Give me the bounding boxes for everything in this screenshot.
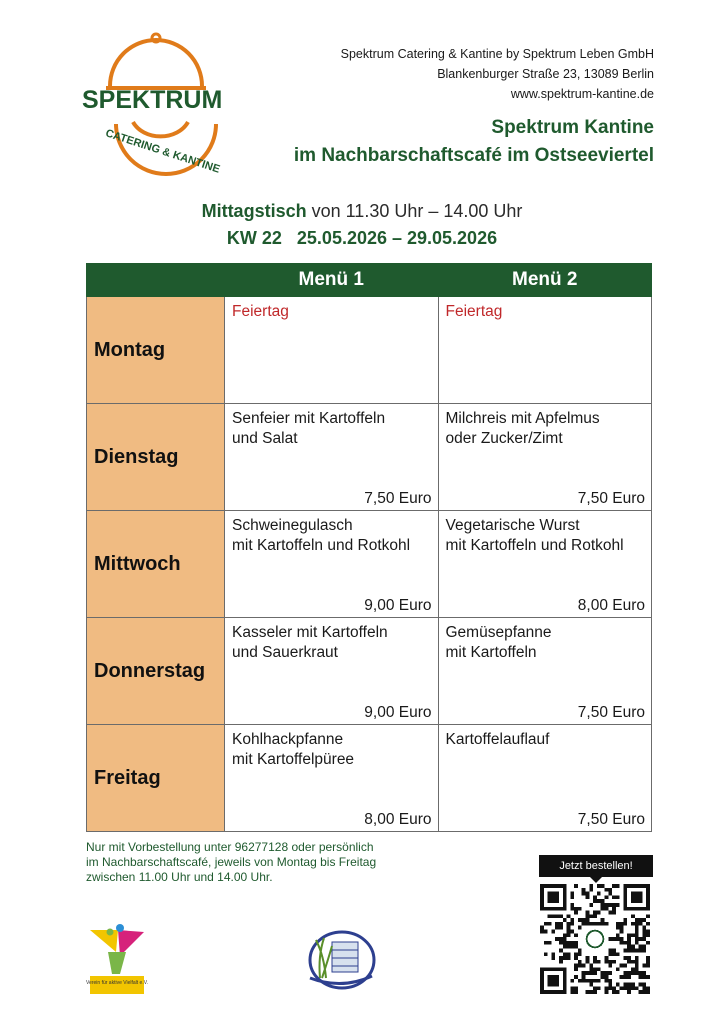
logo-tagline: CATERING & KANTINE [103, 127, 222, 176]
logo-brand: SPEKTRUM [82, 86, 223, 114]
dish-name: Kartoffelauflauf [445, 731, 550, 748]
dish-price: 7,50 Euro [364, 490, 432, 507]
dish-price: 9,00 Euro [364, 597, 432, 614]
dish-name: Senfeier mit Kartoffeln und Salat [232, 410, 386, 447]
table-row [87, 618, 652, 725]
venue-line-1: Spektrum Kantine [491, 117, 654, 138]
table-row [87, 511, 652, 618]
dish-name: Kohlhackpfanne mit Kartoffelpüree [232, 731, 355, 768]
menu-2-cell [438, 297, 652, 404]
qr-code-icon[interactable] [540, 884, 650, 994]
venue-line-2: im Nachbarschaftscafé im Ostseeviertel [293, 145, 654, 166]
dish-name: Gemüsepfanne mit Kartoffeln [445, 624, 552, 661]
table-row [87, 297, 652, 404]
dish-price: 8,00 Euro [577, 597, 645, 614]
day-label: Freitag [87, 725, 225, 832]
note-line-1: Nur mit Vorbestellung unter 96277128 oder persönlich [86, 840, 374, 854]
day-label: Donnerstag [87, 618, 225, 725]
header-menu-1: Menü 1 [225, 264, 439, 297]
venue-title [294, 114, 654, 170]
day-label: Dienstag [87, 404, 225, 511]
dish-price: 7,50 Euro [577, 811, 645, 828]
dish-name: Feiertag [445, 303, 503, 320]
order-now-button[interactable]: Jetzt bestellen! [539, 855, 653, 877]
cloche-icon [78, 32, 248, 192]
dish-price: 8,00 Euro [364, 811, 432, 828]
verein-logo-icon [86, 922, 148, 994]
spektrum-logo [78, 32, 248, 192]
dish-name: Schweinegulasch mit Kartoffeln und Rotkohl [232, 517, 411, 554]
menu-2-cell [438, 618, 652, 725]
header-menu-2: Menü 2 [438, 264, 652, 297]
dish-name: Vegetarische Wurst mit Kartoffeln und Rotkohl [445, 517, 624, 554]
company-street: Blankenburger Straße 23, 13089 Berlin [437, 67, 654, 81]
dish-price: 7,50 Euro [577, 704, 645, 721]
order-note [86, 840, 376, 885]
dish-name: Feiertag [232, 303, 289, 320]
dish-name: Milchreis mit Apfelmus oder Zucker/Zimt [445, 410, 600, 447]
day-label: Montag [87, 297, 225, 404]
menu-1-cell [225, 725, 439, 832]
company-name: Spektrum Catering & Kantine by Spektrum Leben GmbH [340, 47, 654, 61]
menu-2-cell [438, 404, 652, 511]
menu-1-cell [225, 297, 439, 404]
partner-logo-icon [302, 926, 378, 992]
lunch-info [0, 198, 724, 252]
menu-2-cell [438, 725, 652, 832]
company-website[interactable]: www.spektrum-kantine.de [510, 87, 654, 101]
menu-1-cell [225, 511, 439, 618]
menu-table [86, 263, 652, 832]
lunch-hours: von 11.30 Uhr – 14.00 Uhr [311, 201, 523, 221]
dish-price: 7,50 Euro [577, 490, 645, 507]
partner-logo-text: Verein für aktive Vielfalt e.V. [86, 980, 148, 986]
day-label: Mittwoch [87, 511, 225, 618]
note-line-2: im Nachbarschaftscafé, jeweils von Montag bis Freitag [86, 855, 377, 869]
table-corner [87, 264, 225, 297]
week-range: KW 22 25.05.2026 – 29.05.2026 [226, 228, 498, 248]
company-address [341, 44, 654, 104]
note-line-3: zwischen 11.00 Uhr und 14.00 Uhr. [86, 870, 273, 884]
menu-1-cell [225, 404, 439, 511]
table-row [87, 725, 652, 832]
menu-1-cell [225, 618, 439, 725]
dish-name: Kasseler mit Kartoffeln und Sauerkraut [232, 624, 388, 661]
lunch-label: Mittagstisch [201, 201, 307, 221]
menu-2-cell [438, 511, 652, 618]
dish-price: 9,00 Euro [364, 704, 432, 721]
table-row [87, 404, 652, 511]
